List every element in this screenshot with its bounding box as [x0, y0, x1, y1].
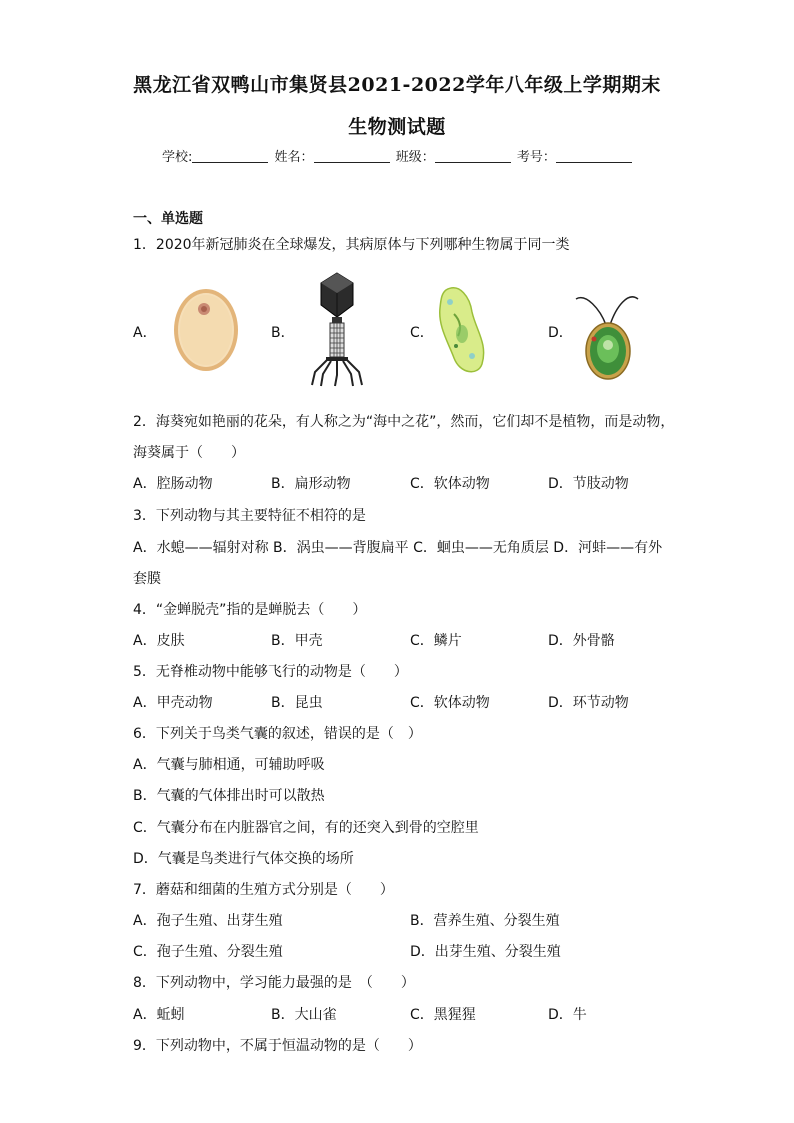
q7-option-c[interactable]: C．孢子生殖、分裂生殖 — [133, 944, 283, 960]
q1-option-d-label: D． — [548, 325, 573, 341]
q5-option-b[interactable]: B．昆虫 — [271, 695, 323, 711]
school-label: 学校: — [162, 150, 193, 165]
q1-option-b-label: B． — [271, 325, 295, 341]
question-9-stem: 9．下列动物中，不属于恒温动物的是（ ） — [133, 1038, 422, 1054]
page-title: 黑龙江省双鸭山市集贤县2021-2022学年八年级上学期期末 — [133, 74, 661, 96]
q1-option-c-label: C． — [410, 325, 434, 341]
q4-option-b[interactable]: B．甲壳 — [271, 633, 323, 649]
q5-option-d[interactable]: D．环节动物 — [548, 695, 629, 711]
bacteriophage-image — [306, 271, 368, 387]
section-heading: 一、单选题 — [133, 211, 203, 227]
yeast-cell-image — [172, 287, 240, 373]
name-label: 姓名： — [274, 150, 314, 165]
question-7-stem: 7．蘑菇和细菌的生殖方式分别是（ ） — [133, 882, 394, 898]
exam-number-blank[interactable] — [556, 150, 632, 163]
q7-option-a[interactable]: A．孢子生殖、出芽生殖 — [133, 913, 283, 929]
question-5-stem: 5．无脊椎动物中能够飞行的动物是（ ） — [133, 664, 408, 680]
q4-option-c[interactable]: C．鳞片 — [410, 633, 462, 649]
q3-options-continued: 套膜 — [133, 571, 161, 587]
q8-option-c[interactable]: C．黑猩猩 — [410, 1007, 476, 1023]
q1-option-a-label: A． — [133, 325, 157, 341]
question-4-stem: 4．“金蝉脱壳”指的是蝉脱去（ ） — [133, 602, 367, 618]
chlamydomonas-image — [572, 289, 644, 381]
q8-option-d[interactable]: D．牛 — [548, 1007, 587, 1023]
q6-option-c[interactable]: C．气囊分布在内脏器官之间，有的还突入到骨的空腔里 — [133, 820, 479, 836]
question-2-stem-line2: 海葵属于（ ） — [133, 445, 245, 461]
question-1-stem: 1．2020年新冠肺炎在全球爆发，其病原体与下列哪种生物属于同一类 — [133, 237, 570, 253]
class-blank[interactable] — [435, 150, 511, 163]
q3-options[interactable]: A．水螅——辐射对称 B．涡虫——背腹扁平 C．蛔虫——无角质层 D．河蚌——有外 — [133, 540, 663, 556]
q6-option-d[interactable]: D．气囊是鸟类进行气体交换的场所 — [133, 851, 354, 867]
class-label: 班级： — [395, 150, 435, 165]
question-6-stem: 6．下列关于鸟类气囊的叙述，错误的是（ ） — [133, 726, 422, 742]
q8-option-b[interactable]: B．大山雀 — [271, 1007, 337, 1023]
q2-option-a[interactable]: A．腔肠动物 — [133, 476, 213, 492]
name-blank[interactable] — [314, 150, 390, 163]
exam-number-label: 考号： — [516, 150, 556, 165]
q5-option-c[interactable]: C．软体动物 — [410, 695, 490, 711]
question-2-stem-line1: 2．海葵宛如艳丽的花朵，有人称之为“海中之花”，然而，它们却不是植物，而是动物， — [133, 414, 675, 430]
q2-option-d[interactable]: D．节肢动物 — [548, 476, 629, 492]
q4-option-d[interactable]: D．外骨骼 — [548, 633, 615, 649]
page-subtitle: 生物测试题 — [348, 116, 446, 138]
q2-option-b[interactable]: B．扁形动物 — [271, 476, 351, 492]
q4-option-a[interactable]: A．皮肤 — [133, 633, 185, 649]
student-info-line — [162, 146, 634, 165]
q8-option-a[interactable]: A．蚯蚓 — [133, 1007, 185, 1023]
question-8-stem: 8．下列动物中，学习能力最强的是 （ ） — [133, 975, 415, 991]
q6-option-b[interactable]: B．气囊的气体排出时可以散热 — [133, 788, 325, 804]
q7-option-b[interactable]: B．营养生殖、分裂生殖 — [410, 913, 560, 929]
paramecium-image — [436, 284, 490, 376]
question-3-stem: 3．下列动物与其主要特征不相符的是 — [133, 508, 366, 524]
q5-option-a[interactable]: A．甲壳动物 — [133, 695, 213, 711]
q6-option-a[interactable]: A．气囊与肺相通，可辅助呼吸 — [133, 757, 325, 773]
q2-option-c[interactable]: C．软体动物 — [410, 476, 490, 492]
school-blank[interactable] — [192, 150, 268, 163]
q7-option-d[interactable]: D．出芽生殖、分裂生殖 — [410, 944, 561, 960]
